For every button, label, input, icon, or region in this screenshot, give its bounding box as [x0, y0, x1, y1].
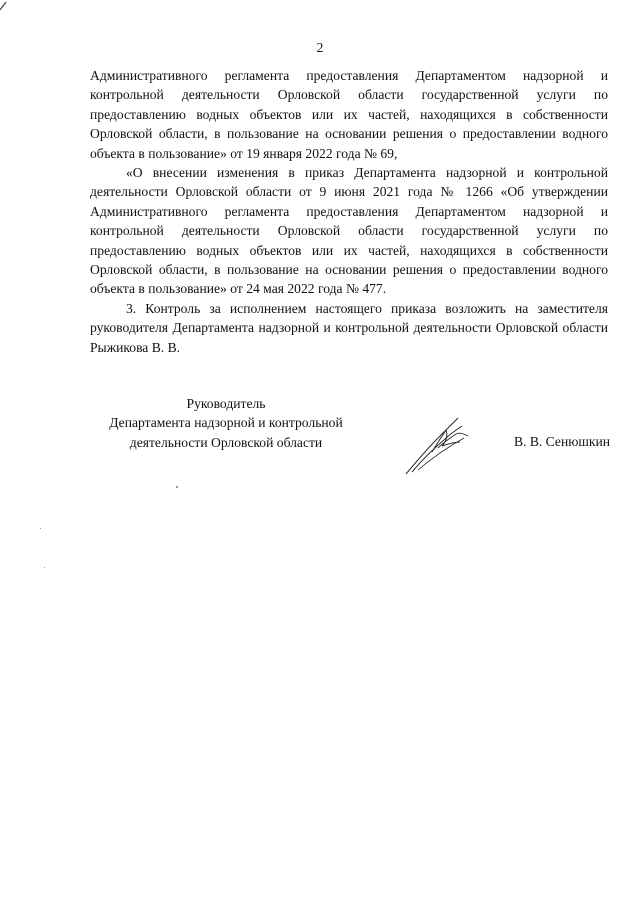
page-number: 2	[316, 40, 324, 55]
paragraph-control-clause: 3. Контроль за исполнением настоящего приказа возложить на заместителя руководителя Департамента надзорной и контрольной деятельности Орловской области Рыжикова В. В.	[90, 300, 608, 355]
signature-title-block	[84, 394, 368, 452]
scan-artifact-dot	[176, 486, 178, 488]
paragraph-amendment-order: «О внесении изменения в приказ Департамента надзорной и контрольной деятельности Орловской области от 9 июня 2021 года № 1266 «Об утверждении Административного регламента предоставления Департаментом надзорной и контрольной деятельности Орловской области государственной услуги по предоставлению водных объектов или их частей, находящихся в собственности Орловской области, в пользование на основании решения о предоставлении водного объекта в пользование» от 24 мая 2022 года № 477.	[90, 165, 608, 297]
handwritten-signature	[402, 412, 474, 478]
signer-name: В. В. Сенюшкин	[513, 434, 610, 449]
scan-corner-mark	[0, 0, 10, 12]
signer-position-line-3: деятельности Орловской области	[129, 434, 323, 450]
scan-artifact-dot	[44, 567, 45, 568]
scan-artifact-dot	[40, 528, 41, 529]
signer-position-line-1: Руководитель	[186, 396, 266, 411]
document-body	[90, 66, 608, 357]
paragraph-continuation: Административного регламента предоставления Департаментом надзорной и контрольной деятельности Орловской области государственной услуги по предоставлению водных объектов или их частей, находящихся в собственности Орловской области, в пользование на основании решения о предоставлении водного объекта в пользование» от 19 января 2022 года № 69,	[90, 68, 608, 161]
signer-position-line-2: Департамента надзорной и контрольной	[109, 415, 343, 431]
